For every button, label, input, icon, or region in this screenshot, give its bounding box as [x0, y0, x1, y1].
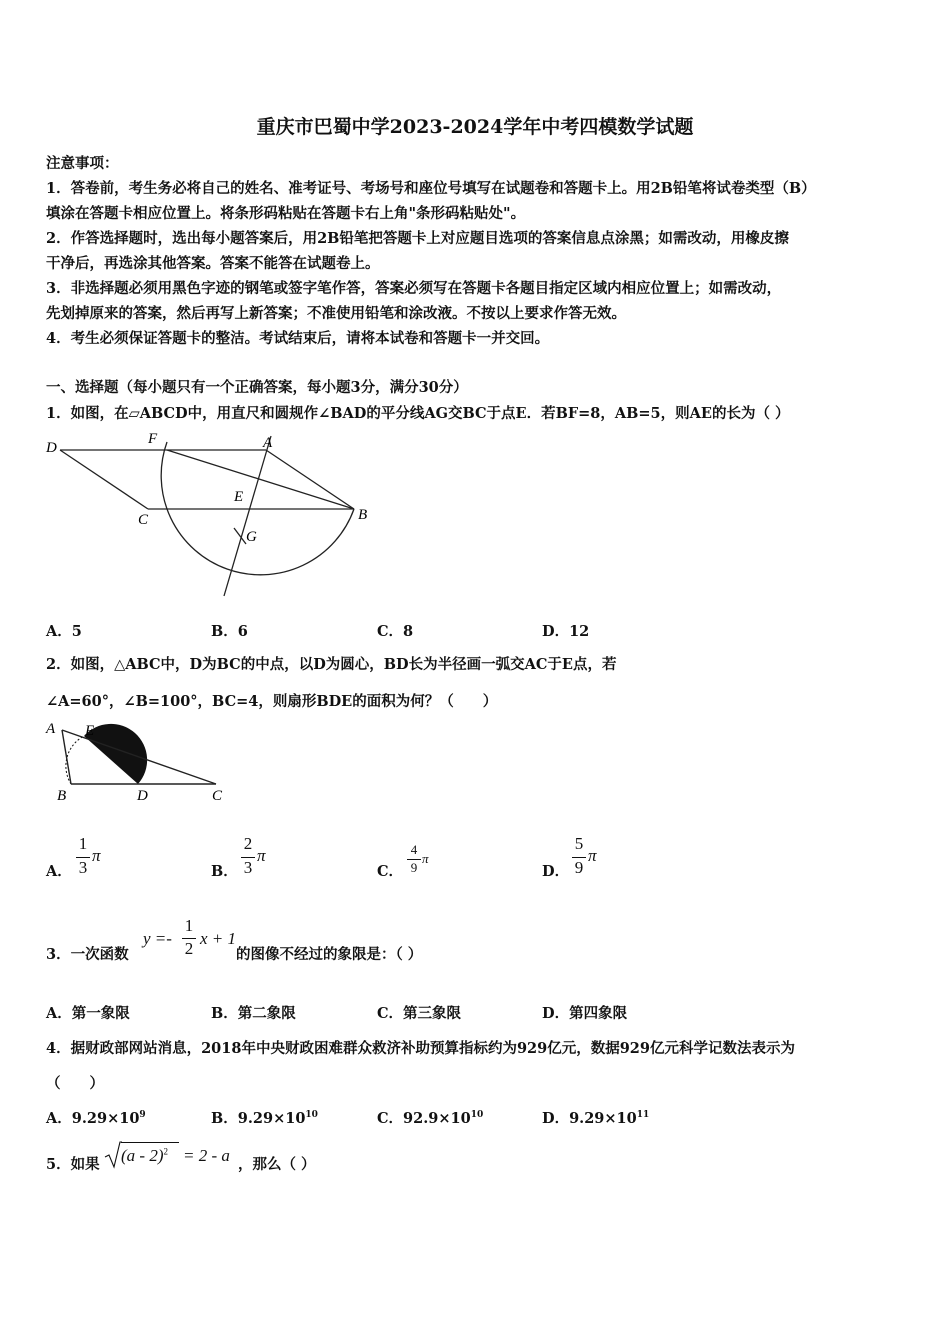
q3-option-d[interactable]: D．第四象限	[542, 1005, 628, 1022]
q3-option-b[interactable]: B．第二象限	[211, 1005, 296, 1022]
label-E: E	[234, 489, 244, 505]
label-D: D	[137, 788, 148, 804]
q1-option-c[interactable]: C．8	[377, 623, 414, 640]
denominator: 9	[410, 860, 418, 875]
label-A: A	[263, 435, 273, 451]
notice-line: 填涂在答题卡相应位置上。将条形码粘贴在答题卡右上角"条形码粘贴处"。	[46, 205, 526, 222]
pi-symbol: π	[257, 846, 266, 865]
question-3-prefix: 3．一次函数	[46, 946, 129, 963]
q3-option-a[interactable]: A．第一象限	[46, 1005, 130, 1022]
formula-lhs: y =-	[143, 929, 172, 948]
option-base: 9.29×10	[71, 1110, 140, 1127]
denominator: 2	[184, 939, 194, 958]
label-C: C	[212, 788, 223, 804]
q1-option-a[interactable]: A．5	[46, 623, 82, 640]
radicand	[121, 1146, 168, 1166]
radical-sign-icon	[104, 1140, 122, 1170]
q2-option-d-letter: D．	[542, 863, 570, 880]
option-base: 92.9×10	[403, 1110, 471, 1127]
option-letter: A．	[46, 1110, 72, 1127]
denominator: 3	[243, 858, 253, 877]
notice-line: 2．作答选择题时，选出每小题答案后，用2B铅笔把答题卡上对应题目选项的答案信息点涂黑；如需改动，用橡皮擦	[46, 230, 789, 247]
label-G: G	[246, 529, 257, 545]
q1-option-b[interactable]: B．6	[211, 623, 248, 640]
option-letter: B．	[211, 1110, 238, 1127]
q2-option-c-letter: C．	[377, 863, 404, 880]
option-exponent: 11	[636, 1110, 650, 1121]
pi-symbol: π	[422, 851, 429, 866]
q2-option-a-letter: A．	[46, 863, 72, 880]
question-4-stem-2: （ ）	[46, 1075, 104, 1092]
option-exponent: 9	[139, 1110, 146, 1121]
section-heading: 一、选择题（每小题只有一个正确答案，每小题3分，满分30分）	[46, 379, 468, 396]
question-3-suffix: 的图像不经过的象限是：（ ）	[236, 946, 423, 963]
option-letter: D．	[542, 1110, 570, 1127]
label-B: B	[57, 788, 67, 804]
page-title: 重庆市巴蜀中学2023-2024学年中考四模数学试题	[256, 116, 694, 138]
q4-option-a[interactable]	[46, 1107, 146, 1128]
numerator: 5	[574, 834, 584, 853]
formula-fraction	[182, 916, 198, 962]
notice-line: 干净后，再选涂其他答案。答案不能答在试题卷上。	[46, 255, 380, 272]
question-4-stem: 4．据财政部网站消息，2018年中央财政困难群众救济补助预算指标约为929亿元，数据929亿元科学记数法表示为	[46, 1040, 795, 1057]
formula-rhs: = 2 - a	[183, 1146, 230, 1165]
q2-option-c-fraction	[407, 842, 437, 882]
sector-bde	[71, 724, 147, 784]
question-5-suffix: ，那么（ ）	[238, 1156, 316, 1173]
formula-rhs: x + 1	[200, 929, 237, 948]
denominator: 9	[574, 858, 584, 877]
pi-symbol: π	[588, 846, 597, 865]
radicand-exponent: 2	[163, 1146, 168, 1157]
denominator: 3	[78, 858, 88, 877]
question-1-figure	[44, 428, 384, 600]
notice-heading: 注意事项：	[46, 155, 119, 172]
notice-line: 先划掉原来的答案，然后再写上新答案；不准使用铅笔和涂改液。不按以上要求作答无效。	[46, 305, 626, 322]
numerator: 1	[184, 916, 194, 935]
question-5-prefix: 5．如果	[46, 1156, 100, 1173]
q2-option-b-fraction	[241, 834, 271, 882]
label-D: D	[46, 440, 57, 456]
option-exponent: 10	[305, 1110, 318, 1121]
q2-option-d-fraction	[572, 834, 602, 882]
numerator: 1	[78, 834, 88, 853]
pi-symbol: π	[92, 846, 101, 865]
question-1-stem: 1．如图，在▱ABCD中，用直尺和圆规作∠BAD的平分线AG交BC于点E．若BF=8，AB=5，则AE的长为（ ）	[46, 405, 790, 422]
radicand-expression: (a - 2)	[121, 1146, 164, 1165]
q4-option-b[interactable]	[211, 1107, 318, 1128]
q4-option-c[interactable]	[377, 1107, 483, 1128]
option-exponent: 10	[470, 1110, 484, 1121]
option-base: 9.29×10	[237, 1110, 306, 1127]
label-A: A	[46, 721, 56, 737]
label-E: E	[85, 723, 95, 739]
option-base: 9.29×10	[569, 1110, 637, 1127]
label-F: F	[148, 431, 158, 447]
notice-line: 1．答卷前，考生务必将自己的姓名、准考证号、考场号和座位号填写在试题卷和答题卡上。用2B铅笔将试卷类型（B）	[46, 180, 816, 197]
notice-line: 3．非选择题必须用黑色字迹的钢笔或签字笔作答，答案必须写在答题卡各题目指定区域内相应位置上；如需改动，	[46, 280, 782, 297]
q3-option-c[interactable]: C．第三象限	[377, 1005, 462, 1022]
question-2-stem: 2．如图，△ABC中，D为BC的中点，以D为圆心，BD长为半径画一弧交AC于E点，若	[46, 656, 617, 673]
option-letter: C．	[377, 1110, 404, 1127]
q1-option-d[interactable]: D．12	[542, 623, 590, 640]
question-2-figure	[44, 716, 244, 808]
q2-option-b-letter: B．	[211, 863, 238, 880]
label-C: C	[138, 512, 149, 528]
label-B: B	[358, 507, 368, 523]
question-2-stem-2: ∠A=60°，∠B=100°，BC=4，则扇形BDE的面积为何？（ ）	[46, 693, 498, 710]
q2-option-a-fraction	[76, 834, 106, 882]
notice-line: 4．考生必须保证答题卡的整洁。考试结束后，请将本试卷和答题卡一并交回。	[46, 330, 550, 347]
numerator: 2	[243, 834, 253, 853]
numerator: 4	[410, 842, 418, 857]
q4-option-d[interactable]	[542, 1107, 649, 1128]
